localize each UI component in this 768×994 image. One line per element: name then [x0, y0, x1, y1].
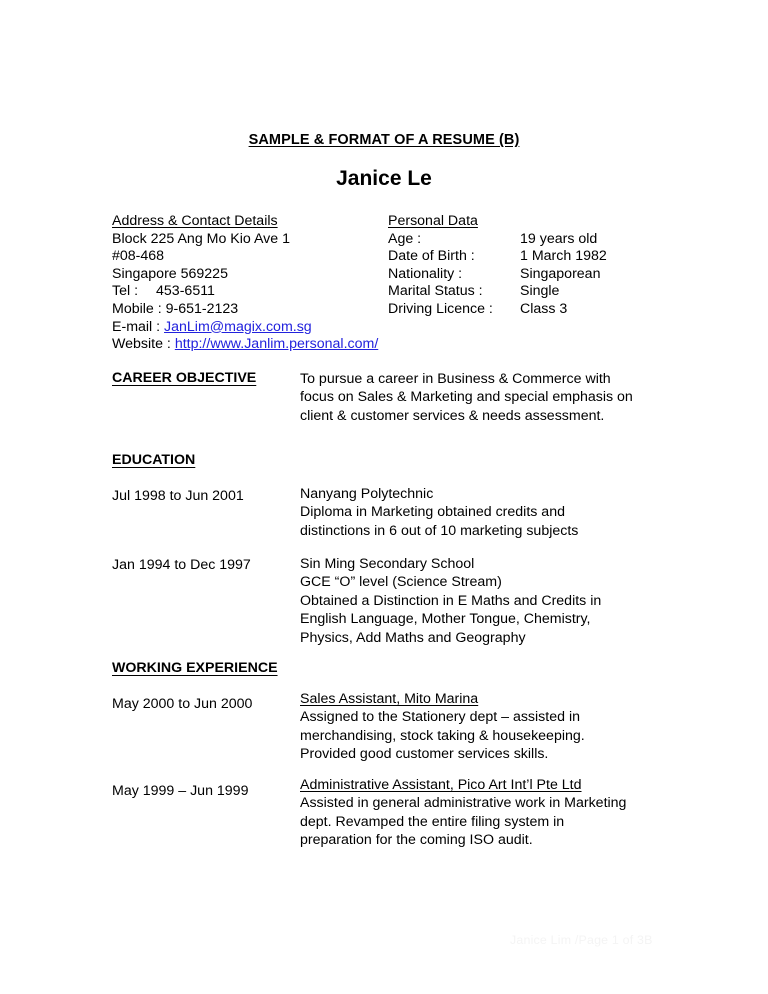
education-entry-2-date: Jan 1994 to Dec 1997 — [112, 557, 251, 573]
contact-personal-block — [112, 213, 692, 354]
contact-row-email — [112, 319, 692, 337]
work-entry-1-line-2: merchandising, stock taking & housekeeping. — [300, 727, 585, 744]
address-line-3: Singapore 569225 — [112, 265, 228, 282]
career-objective-line-1: To pursue a career in Business & Commerce with — [300, 371, 611, 387]
website-line — [112, 336, 378, 354]
education-entry-2-line-1: Sin Ming Secondary School — [300, 556, 475, 572]
candidate-name: Janice Le — [336, 167, 432, 190]
address-line-1: Block 225 Ang Mo Kio Ave 1 — [112, 230, 290, 247]
document-title — [0, 132, 768, 148]
contact-row-heading — [112, 213, 692, 231]
education-entry-2-body — [300, 555, 670, 647]
work-entry-2-date: May 1999 – Jun 1999 — [112, 783, 249, 799]
work-entry-2-title: Administrative Assistant, Pico Art Int’l Pte Ltd — [300, 777, 582, 793]
work-entry-2-line-2: dept. Revamped the entire filing system in — [300, 813, 565, 830]
education-entry-2-line-2: GCE “O” level (Science Stream) — [300, 574, 502, 591]
education-heading: EDUCATION — [112, 452, 196, 468]
education-entry-1-line-2: Diploma in Marketing obtained credits and — [300, 504, 565, 521]
personal-label-driving: Driving Licence : — [388, 300, 493, 317]
personal-value-nationality: Singaporean — [520, 265, 601, 282]
email-label: E-mail : — [112, 318, 165, 335]
telephone-value: 453-6511 — [156, 283, 215, 300]
education-entry-2-line-3: Obtained a Distinction in E Maths and Credits in — [300, 592, 602, 609]
address-line-2: #08-468 — [112, 248, 165, 265]
contact-row-website — [112, 336, 692, 354]
personal-label-dob: Date of Birth : — [388, 248, 475, 265]
website-label: Website : — [112, 336, 175, 353]
education-entry-1-line-3: distinctions in 6 out of 10 marketing subjects — [300, 522, 579, 539]
work-entry-1-date: May 2000 to Jun 2000 — [112, 696, 253, 712]
website-link[interactable]: http://www.Janlim.personal.com/ — [174, 336, 379, 353]
work-entry-1-title-row — [300, 690, 670, 708]
page-footer: Janice Lim /Page 1 of 3B — [510, 933, 653, 947]
work-entry-2-body — [300, 776, 670, 850]
work-entry-1-body — [300, 690, 670, 764]
email-link[interactable]: JanLim@magix.com.sg — [164, 318, 312, 335]
career-objective-line-3: client & customer services & needs assessment. — [300, 407, 605, 424]
contact-row-5 — [112, 301, 692, 319]
education-entry-1-line-1: Nanyang Polytechnic — [300, 486, 434, 502]
career-objective-body — [300, 370, 670, 425]
personal-value-age: 19 years old — [520, 230, 598, 247]
career-objective-line-2: focus on Sales & Marketing and special emphasis on — [300, 389, 633, 406]
email-line — [112, 319, 312, 337]
contact-row-3 — [112, 266, 692, 284]
personal-label-age: Age : — [388, 230, 422, 247]
personal-label-nationality: Nationality : — [388, 265, 463, 282]
work-entry-1-line-3: Provided good customer services skills. — [300, 746, 549, 763]
personal-data-heading: Personal Data — [388, 213, 478, 229]
contact-row-2 — [112, 248, 692, 266]
career-objective-heading: CAREER OBJECTIVE — [112, 370, 257, 386]
document-title-text: SAMPLE & FORMAT OF A RESUME (B) — [248, 132, 520, 148]
work-entry-2-line-1: Assisted in general administrative work in Marketing — [300, 795, 627, 812]
personal-label-marital: Marital Status : — [388, 283, 483, 300]
personal-value-marital: Single — [520, 283, 560, 300]
work-entry-2-title-row — [300, 776, 670, 794]
work-entry-1-line-1: Assigned to the Stationery dept – assisted in — [300, 709, 580, 726]
education-entry-2-line-4: English Language, Mother Tongue, Chemistry, — [300, 611, 591, 628]
contact-row-1 — [112, 231, 692, 249]
education-entry-1-body — [300, 485, 670, 540]
address-heading: Address & Contact Details — [112, 213, 278, 229]
working-experience-heading: WORKING EXPERIENCE — [112, 660, 278, 676]
contact-row-4 — [112, 283, 692, 301]
work-entry-1-title: Sales Assistant, Mito Marina — [300, 691, 479, 707]
personal-value-driving: Class 3 — [520, 300, 568, 317]
education-entry-2-line-5: Physics, Add Maths and Geography — [300, 629, 526, 646]
mobile-line: Mobile : 9-651-2123 — [112, 300, 239, 317]
education-entry-1-date: Jul 1998 to Jun 2001 — [112, 488, 244, 504]
telephone-line — [112, 283, 215, 301]
telephone-label: Tel : — [112, 283, 139, 300]
work-entry-2-line-3: preparation for the coming ISO audit. — [300, 832, 533, 849]
personal-value-dob: 1 March 1982 — [520, 248, 607, 265]
